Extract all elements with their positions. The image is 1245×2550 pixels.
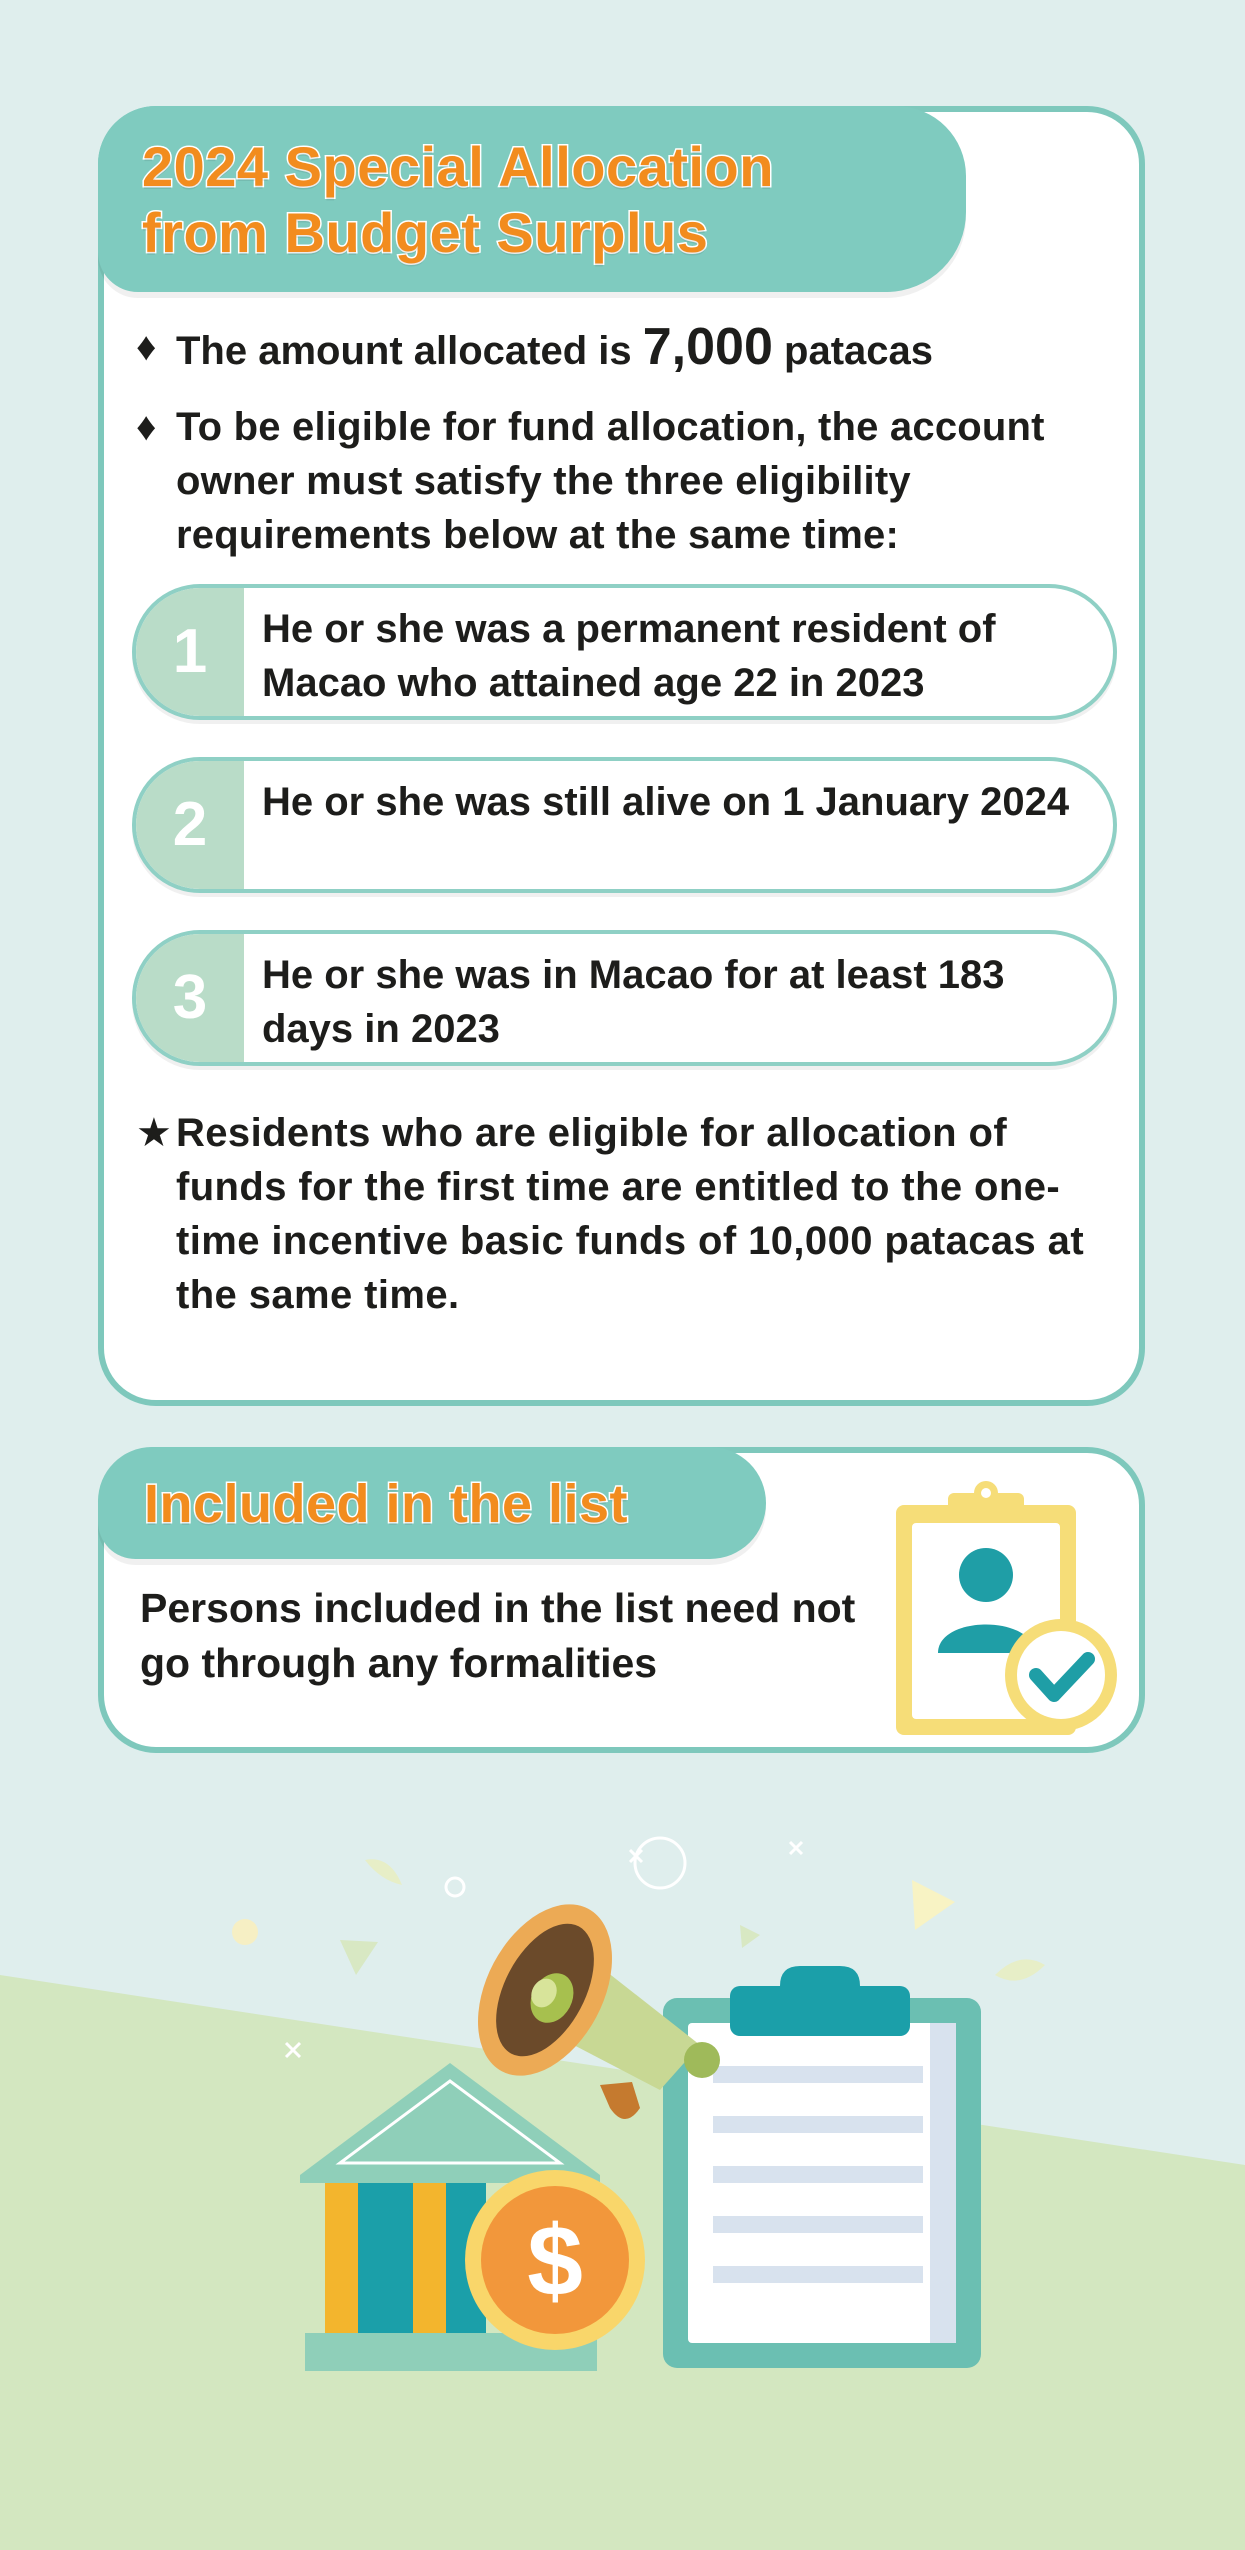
included-list-card xyxy=(98,1447,1145,1753)
illustration xyxy=(0,1800,1245,2400)
eligibility-intro: To be eligible for fund allocation, the account owner must satisfy the three eligibility requirements below at the same time: xyxy=(176,405,1045,557)
amount-bullet xyxy=(136,320,1106,378)
included-text: Persons included in the list need not go through any formalities xyxy=(140,1585,856,1686)
first-time-note-text: Residents who are eligible for allocation of funds for the first time are entitled to the one-time incentive basic funds of 10,000 patacas at the same time. xyxy=(176,1111,1085,1317)
eligibility-bullet xyxy=(136,400,1106,562)
requirement-number: 1 xyxy=(172,617,208,686)
requirement-text: He or she was in Macao for at least 183 days in 2023 xyxy=(262,953,1005,1051)
first-time-note xyxy=(136,1106,1106,1322)
requirement-item xyxy=(132,584,1117,720)
clipboard-person-check-icon xyxy=(886,1475,1126,1745)
requirement-item xyxy=(132,757,1117,893)
requirement-text: He or she was a permanent resident of Macao who attained age 22 in 2023 xyxy=(262,607,996,705)
diamond-bullet-icon: ♦ xyxy=(136,325,157,369)
allocation-title-line1: 2024 Special Allocation xyxy=(142,135,774,198)
requirement-number: 3 xyxy=(172,963,208,1032)
requirement-text: He or she was still alive on 1 January 2024 xyxy=(262,780,1070,824)
allocation-card xyxy=(98,106,1145,1406)
allocation-title xyxy=(142,134,962,266)
coin-symbol: $ xyxy=(527,2205,583,2317)
requirement-number: 2 xyxy=(172,790,208,859)
included-title: Included in the list xyxy=(144,1474,629,1534)
clipboard-icon xyxy=(663,1966,981,2368)
amount-suffix: patacas xyxy=(772,329,934,373)
allocation-title-line2: from Budget Surplus xyxy=(142,201,709,264)
amount-prefix: The amount allocated is xyxy=(176,329,643,373)
star-bullet-icon: ★ xyxy=(136,1111,173,1155)
amount-value: 7,000 xyxy=(642,318,773,376)
dollar-coin-icon xyxy=(465,2170,645,2350)
requirement-item xyxy=(132,930,1117,1066)
diamond-bullet-icon: ♦ xyxy=(136,405,157,449)
